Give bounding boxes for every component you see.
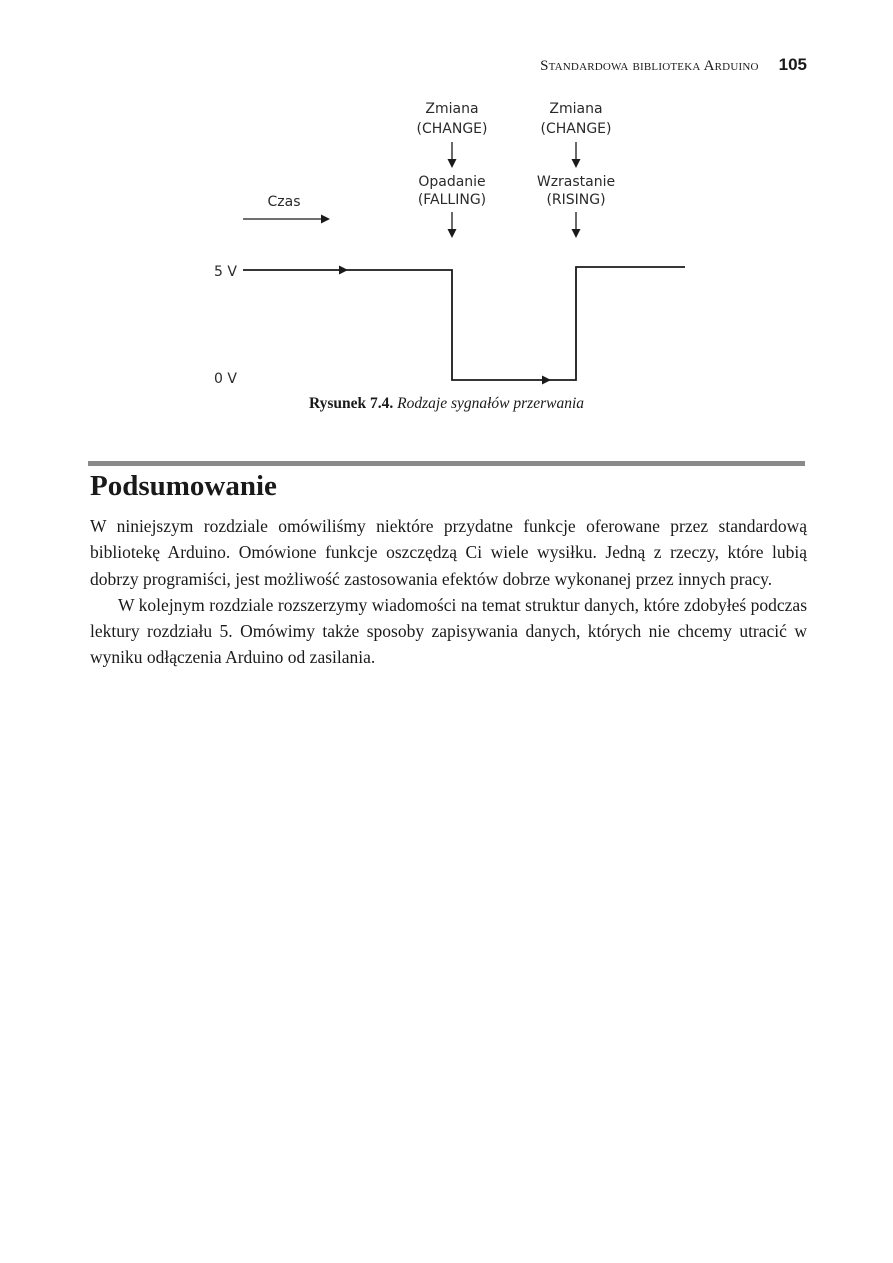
section-body [90, 513, 807, 671]
signal-waveform [243, 267, 685, 380]
low-voltage-label: 0 V [214, 371, 237, 387]
interrupt-signal-diagram [0, 0, 893, 420]
running-title: Standardowa biblioteka Arduino [540, 58, 759, 74]
rising-arrow [572, 212, 581, 238]
section-rule [88, 461, 805, 466]
page-number: 105 [778, 55, 807, 74]
time-arrow [243, 215, 330, 224]
change-arrow-left [448, 142, 457, 168]
paragraph-2: W kolejnym rozdziale rozszerzymy wiadomości na temat struktur danych, które zdobyłeś podczas lektury rozdziału 5. Omówimy także sposoby zapisywania danych, których nie chcemy utracić w wyniku odłączenia Arduino od zasilania. [90, 594, 807, 668]
change-arrow-right [572, 142, 581, 168]
caption-text: Rodzaje sygnałów przerwania [397, 395, 585, 412]
change-label-left-line2: (CHANGE) [416, 121, 488, 137]
high-voltage-label: 5 V [214, 264, 237, 280]
signal-arrow-low [542, 376, 551, 385]
signal-arrow-high [339, 266, 348, 275]
rising-label-line1: Wzrastanie [536, 174, 616, 190]
caption-label: Rysunek 7.4. [308, 395, 394, 412]
interrupt-signal-figure [0, 0, 893, 420]
paragraph-1: W niniejszym rozdziale omówiliśmy niektóre przydatne funkcje oferowane przez standardową bibliotekę Arduino. Omówione funkcje oszczędzą Ci wiele wysiłku. Jedną z rzeczy, które lubią dobrzy programiści, jest możliwość zastosowania efektów dobrze wykonanej przez innych pracy. [90, 516, 807, 589]
rising-label-line2: (RISING) [546, 192, 606, 208]
falling-label-line1: Opadanie [418, 174, 486, 190]
change-label-left-line1: Zmiana [425, 101, 479, 117]
change-label-right-line2: (CHANGE) [540, 121, 612, 137]
change-label-right-line1: Zmiana [549, 101, 603, 117]
section-heading: Podsumowanie [90, 470, 277, 502]
time-label: Czas [267, 194, 301, 210]
falling-label-line2: (FALLING) [417, 192, 487, 208]
falling-arrow [448, 212, 457, 238]
figure-caption [0, 395, 893, 413]
